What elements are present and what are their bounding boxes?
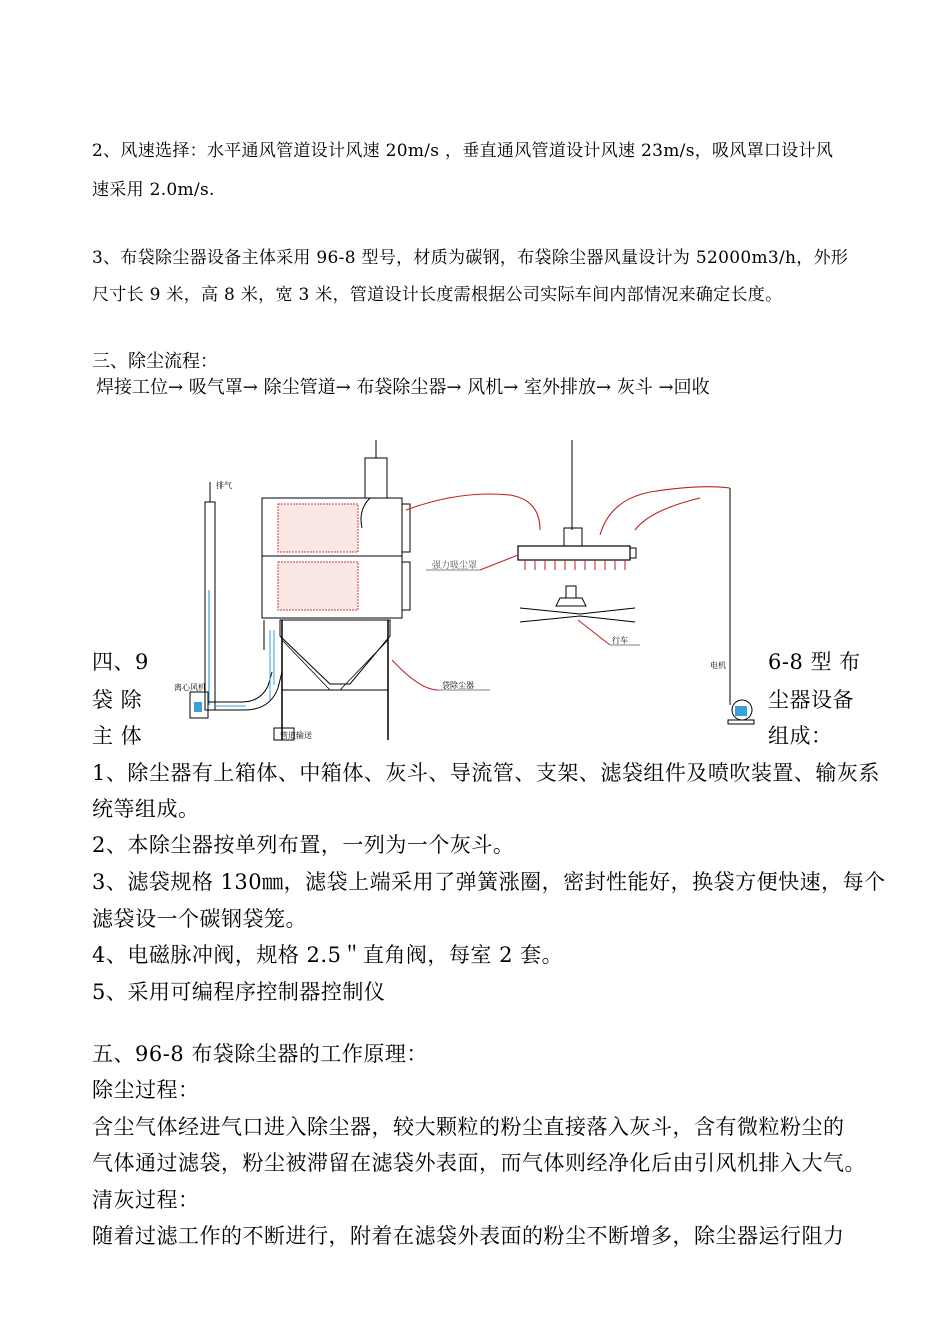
section4-item-1a: 1、除尘器有上箱体、中箱体、灰斗、导流管、支架、滤袋组件及喷吹装置、输灰系	[92, 761, 880, 785]
bag-filter-label: 袋除尘器	[442, 681, 474, 690]
flow-steps: 焊接工位→ 吸气罩→ 除尘管道→ 布袋除尘器→ 风机→ 室外排放→ 灰斗 →回收	[96, 377, 710, 398]
section5-sub1: 除尘过程：	[92, 1078, 200, 1102]
fan-label: 离心风机	[174, 683, 206, 692]
section3-line1: 3、布袋除尘器设备主体采用 96-8 型号，材质为碳钢，布袋除尘器风量设计为 52000m3/h，外形	[92, 248, 849, 268]
motor	[710, 660, 754, 724]
section4-right-1: 6-8 型 布	[768, 650, 861, 674]
section2-line1: 2、风速选择：水平通风管道设计风速 20m/s ，垂直通风管道设计风速 23m/s，吸风罩口设计风	[92, 141, 834, 161]
section4-item-3b: 滤袋设一个碳钢袋笼。	[92, 907, 307, 931]
section4-item-2: 2、本除尘器按单列布置，一列为一个灰斗。	[92, 833, 515, 857]
exhaust-label: 排气	[216, 481, 232, 490]
bag-filter-body	[262, 440, 490, 740]
section3-line2: 尺寸长 9 米，高 8 米，宽 3 米，管道设计长度需根据公司实际车间内部情况来确定长度。	[92, 285, 783, 305]
dust-collector-diagram	[174, 440, 760, 750]
section5-para1-line2: 气体通过滤袋，粉尘被滞留在滤袋外表面，而气体则经净化后由引风机排入大气。	[92, 1151, 866, 1175]
section4-item-1b: 统等组成。	[92, 797, 200, 821]
section5-para1-line1: 含尘气体经进气口进入除尘器，较大颗粒的粉尘直接落入灰斗，含有微粒粉尘的	[92, 1115, 845, 1139]
exhaust-stack	[205, 480, 232, 710]
section4-item-5: 5、采用可编程序控制器控制仪	[92, 980, 386, 1004]
section5-sub2: 清灰过程：	[92, 1188, 200, 1212]
motor-label: 电机	[710, 661, 726, 670]
section5-para2-line1: 随着过滤工作的不断进行，附着在滤袋外表面的粉尘不断增多，除尘器运行阻力	[92, 1224, 845, 1248]
crane-label: 行车	[612, 636, 628, 645]
section4-item-4: 4、电磁脉冲阀，规格 2.5＂直角阀，每室 2 套。	[92, 943, 564, 967]
section4-left-1: 四、9	[92, 650, 149, 674]
flow-heading: 三、除尘流程：	[92, 351, 218, 372]
suction-hood	[426, 440, 636, 571]
section5-heading: 五、96-8 布袋除尘器的工作原理：	[92, 1042, 428, 1066]
section4-right-3: 组成：	[768, 724, 833, 748]
centrifugal-fan	[174, 630, 282, 718]
crane	[520, 586, 640, 645]
section4-item-3a: 3、滤袋规格 130㎜，滤袋上端采用了弹簧涨圈，密封性能好，换袋方便快速，每个	[92, 870, 886, 894]
frame-label: 管道输送	[280, 731, 312, 740]
section4-left-3: 主 体	[92, 724, 143, 748]
hood-label: 强力吸尘罩	[432, 561, 478, 571]
section4-right-2: 尘器设备	[768, 688, 854, 712]
section4-left-2: 袋 除	[92, 688, 143, 712]
ducts	[406, 487, 730, 705]
section2-line2: 速采用 2.0m/s.	[92, 180, 215, 200]
